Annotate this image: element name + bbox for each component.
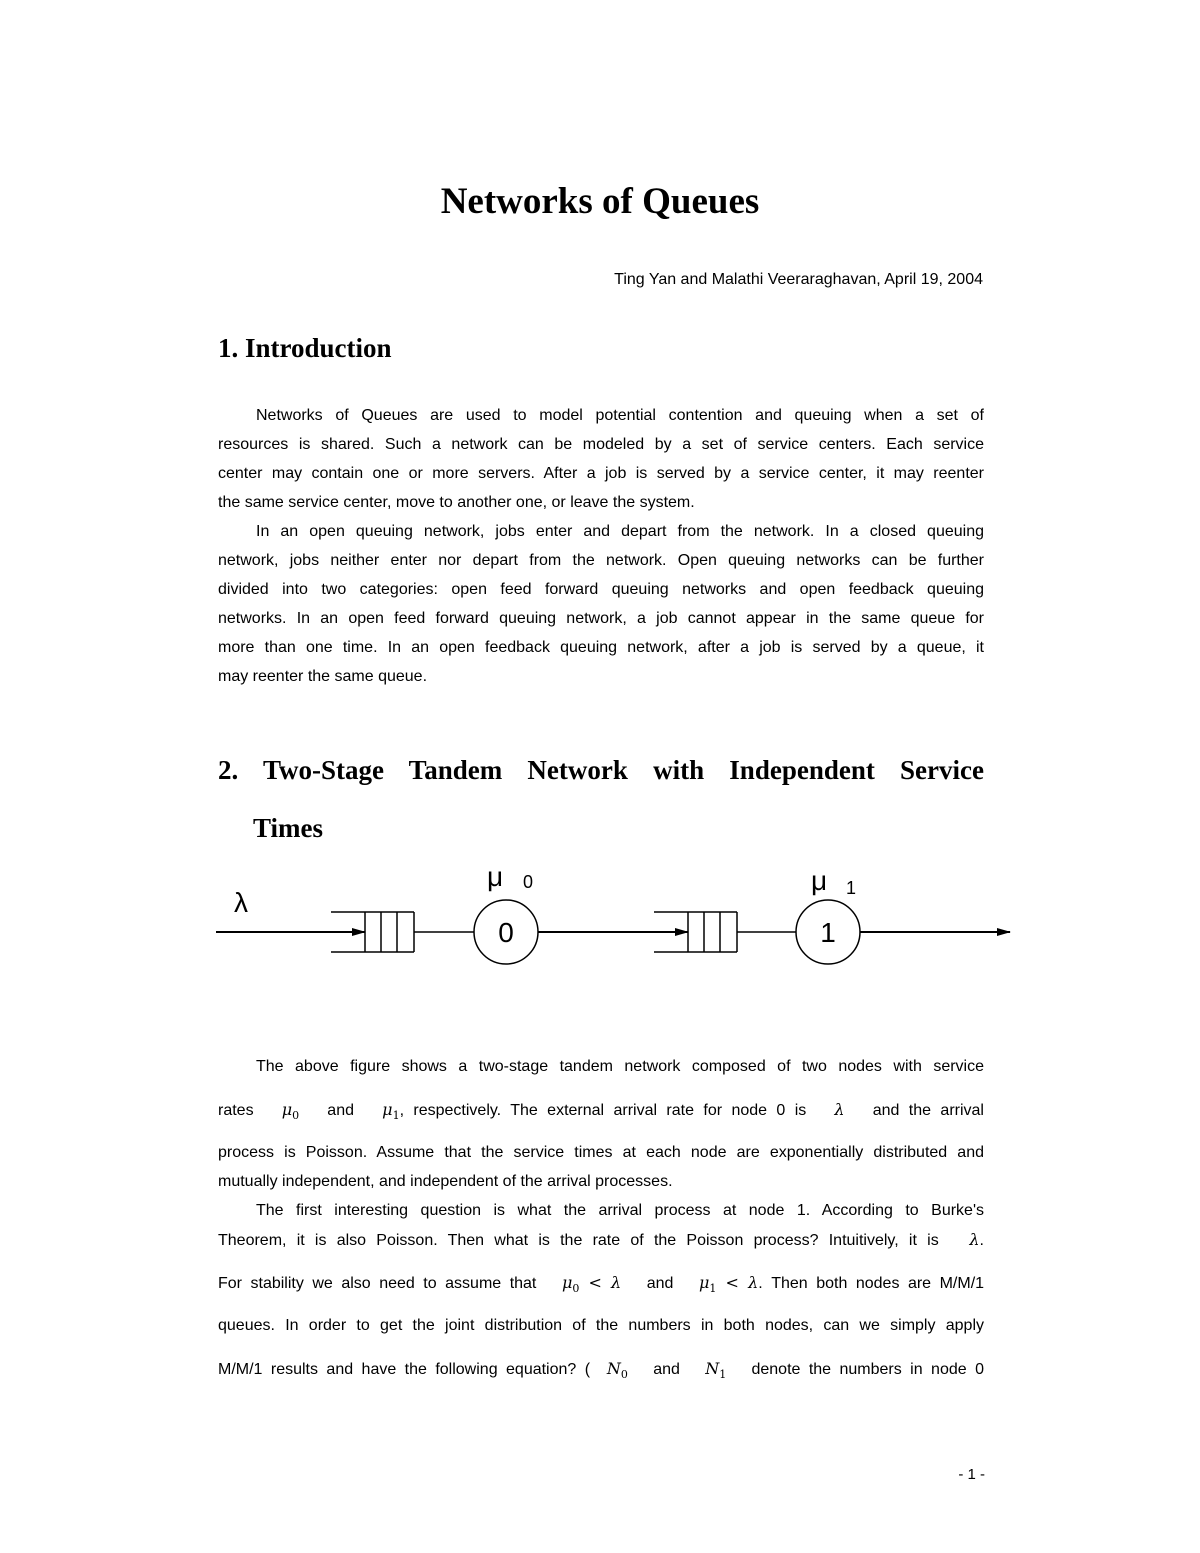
n-1-symbol: $N_1$ (705, 1359, 727, 1381)
section-2-heading-line-2: Times (253, 813, 324, 843)
page-title: Networks of Queues (440, 181, 760, 222)
text-line: Theorem, it is also Poisson. Then what is the rate of the Poisson process? Intuitively, it is λ. (218, 1230, 984, 1249)
node-1-rate-symbol: μ (811, 865, 828, 896)
text-line: more than one time. In an open feedback queuing network, after a job is served by a queue, it (218, 639, 984, 656)
lambda-symbol: λ (834, 1100, 845, 1119)
text-line: The above figure shows a two-stage tandem network composed of two nodes with service (256, 1058, 984, 1075)
server-node-0-label: 0 (498, 917, 514, 948)
node-0-rate-symbol: μ (487, 861, 504, 892)
authors-line: Ting Yan and Malathi Veeraraghavan, April 19, 2004 (614, 271, 983, 288)
text-line: mutually independent, and independent of the arrival processes. (218, 1173, 673, 1190)
text-line: In an open queuing network, jobs enter and depart from the network. In a closed queuing (256, 523, 984, 540)
mu-1-symbol: $\mu_1$ (382, 1100, 400, 1122)
node-0-rate-subscript: 0 (523, 872, 534, 892)
text-line: resources is shared. Such a network can be modeled by a set of service centers. Each service (218, 436, 984, 453)
section-1-body (218, 401, 984, 691)
text-line: center may contain one or more servers. After a job is served by a service center, it may reenter (218, 465, 984, 482)
n-0-symbol: $N_0$ (606, 1359, 628, 1381)
text-line: M/M/1 results and have the following equation? ( $N_0$ and $N_1$ denote the numbers in node 0 (218, 1359, 984, 1381)
text-line: may reenter the same queue. (218, 668, 428, 685)
stability-inequality-0: $\mu_0 < \lambda$ (561, 1273, 622, 1295)
text-line: The first interesting question is what the arrival process at node 1. According to Burke's (256, 1202, 984, 1219)
text-line: divided into two categories: open feed forward queuing networks and open feedback queuing (218, 581, 984, 598)
stability-inequality-1: $\mu_1 < \lambda$ (699, 1273, 759, 1295)
section-2-heading-line-1: 2. Two-Stage Tandem Network with Independent Service (218, 755, 984, 785)
mu-0-symbol: $\mu_0$ (281, 1100, 300, 1122)
arrival-rate-label: λ (234, 887, 248, 918)
tandem-network-figure (0, 850, 1200, 1000)
text-line: network, jobs neither enter nor depart from the network. Open queuing networks can be further (218, 552, 984, 569)
text-line: the same service center, move to another one, or leave the system. (218, 494, 695, 511)
text-line: rates $\mu_0$ and $\mu_1$, respectively. The external arrival rate for node 0 is λ and the arrival (218, 1100, 984, 1122)
section-2-body (218, 1053, 984, 1398)
text-line: Networks of Queues are used to model potential contention and queuing when a set of (256, 407, 984, 424)
text-line: queues. In order to get the joint distribution of the numbers in both nodes, can we simply apply (218, 1317, 984, 1334)
page-number: - 1 - (958, 1466, 985, 1483)
text-line: process is Poisson. Assume that the service times at each node are exponentially distributed and (218, 1144, 984, 1161)
text-line: networks. In an open feed forward queuing network, a job cannot appear in the same queue for (218, 610, 984, 627)
section-1-heading: 1. Introduction (218, 333, 392, 363)
server-node-1-label: 1 (820, 917, 836, 948)
node-1-rate-subscript: 1 (846, 878, 857, 898)
lambda-symbol: λ (969, 1230, 980, 1249)
text-line: For stability we also need to assume that $\mu_0 < \lambda$ and $\mu_1 < \lambda$. Then both nodes are M/M/1 (218, 1273, 985, 1295)
